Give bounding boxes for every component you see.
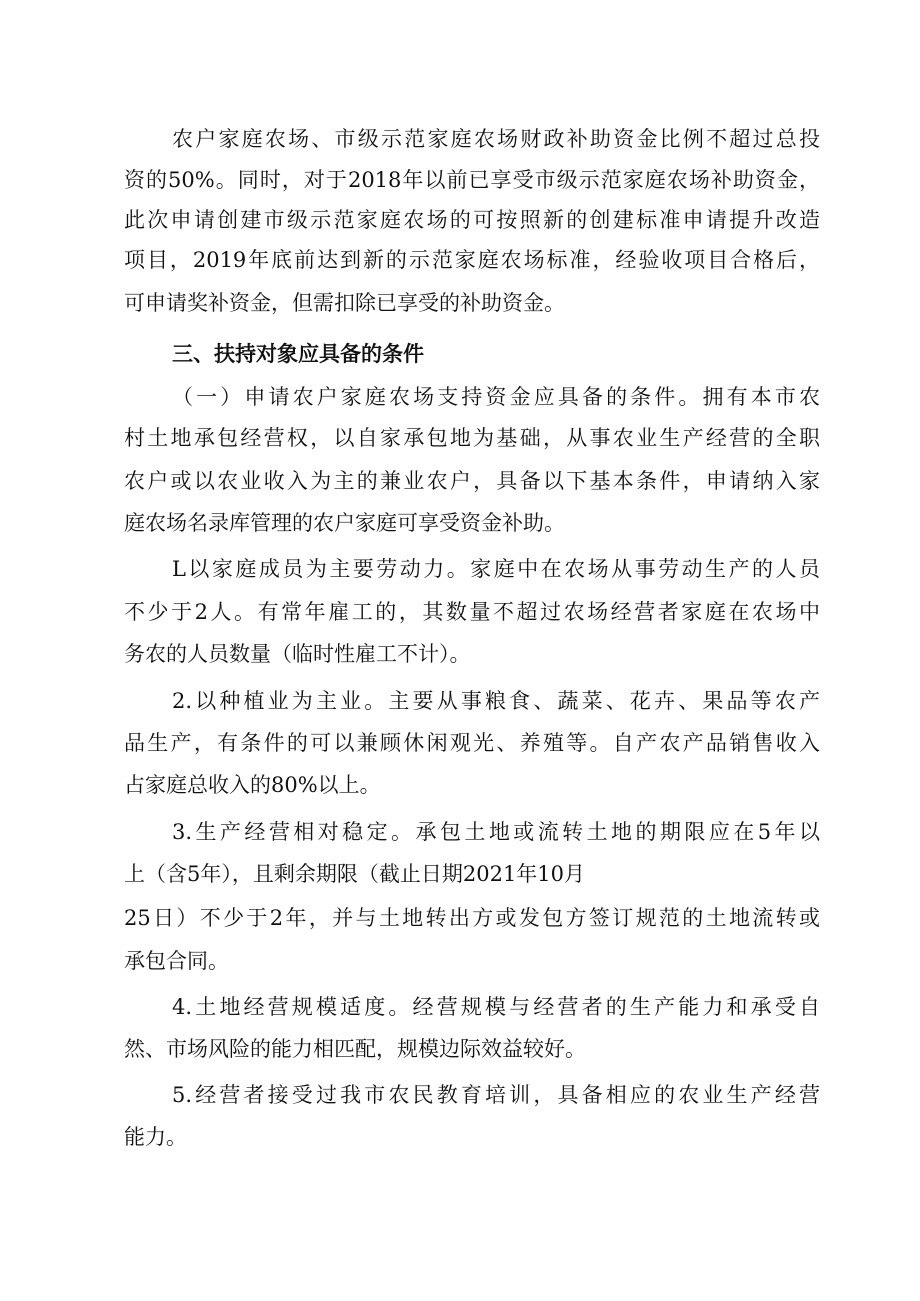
item-5-line-1: 5.经营者接受过我市农民教育培训，具备相应的农业生产经营 (172, 1083, 820, 1107)
paragraph-1-line-1: 农户家庭农场、市级示范家庭农场财政补助资金比例不超过总投 (172, 127, 820, 151)
item-4-line-2: 然、市场风险的能力相匹配，规模边际效益较好。 (124, 1037, 586, 1061)
paragraph-2-line-1: （一）申请农户家庭农场支持资金应具备的条件。拥有本市农 (172, 385, 820, 409)
item-3-line-2: 上（含5年），且剩余期限（截止日期2021年10月 (124, 862, 586, 886)
item-4-line-1: 4.土地经营规模适度。经营规模与经营者的生产能力和承受自 (172, 995, 820, 1019)
paragraph-1-line-2: 资的50%。同时，对于2018年以前已享受市级示范家庭农场补助资金， (124, 168, 820, 192)
paragraph-2-line-4: 庭农场名录库管理的农户家庭可享受资金补助。 (124, 511, 565, 535)
paragraph-2-line-3: 农户或以农业收入为主的兼业农户，具备以下基本条件，申请纳入家 (124, 469, 820, 493)
paragraph-1-line-5: 可申请奖补资金，但需扣除已享受的补助资金。 (124, 291, 565, 315)
section-heading: 三、扶持对象应具备的条件 (172, 342, 424, 366)
paragraph-2-line-2: 村土地承包经营权，以自家承包地为基础，从事农业生产经营的全职 (124, 426, 820, 450)
item-1-line-2: 不少于2人。有常年雇工的，其数量不超过农场经营者家庭在农场中 (124, 600, 820, 624)
item-1-line-3: 务农的人员数量（临时性雇工不计）。 (124, 642, 471, 666)
item-2-line-2: 品生产，有条件的可以兼顾休闲观光、养殖等。自产农产品销售收入 (124, 731, 820, 755)
item-3-line-3: 25日）不少于2年，并与土地转出方或发包方签订规范的土地流转或 (124, 906, 820, 930)
item-3-line-1: 3.生产经营相对稳定。承包土地或流转土地的期限应在5年以 (172, 820, 820, 844)
paragraph-1-line-3: 此次申请创建市级示范家庭农场的可按照新的创建标准申请提升改造 (124, 208, 820, 232)
item-5-line-2: 能力。 (124, 1125, 187, 1149)
item-2-line-1: 2.以种植业为主业。主要从事粮食、蔬菜、花卉、果品等农产 (172, 689, 820, 713)
item-1-line-1: L以家庭成员为主要劳动力。家庭中在农场从事劳动生产的人员 (172, 557, 820, 581)
paragraph-1-line-4: 项目，2019年底前达到新的示范家庭农场标准，经验收项目合格后， (124, 248, 820, 272)
item-3-line-4: 承包合同。 (124, 949, 229, 973)
item-2-line-3: 占家庭总收入的80%以上。 (124, 773, 381, 797)
